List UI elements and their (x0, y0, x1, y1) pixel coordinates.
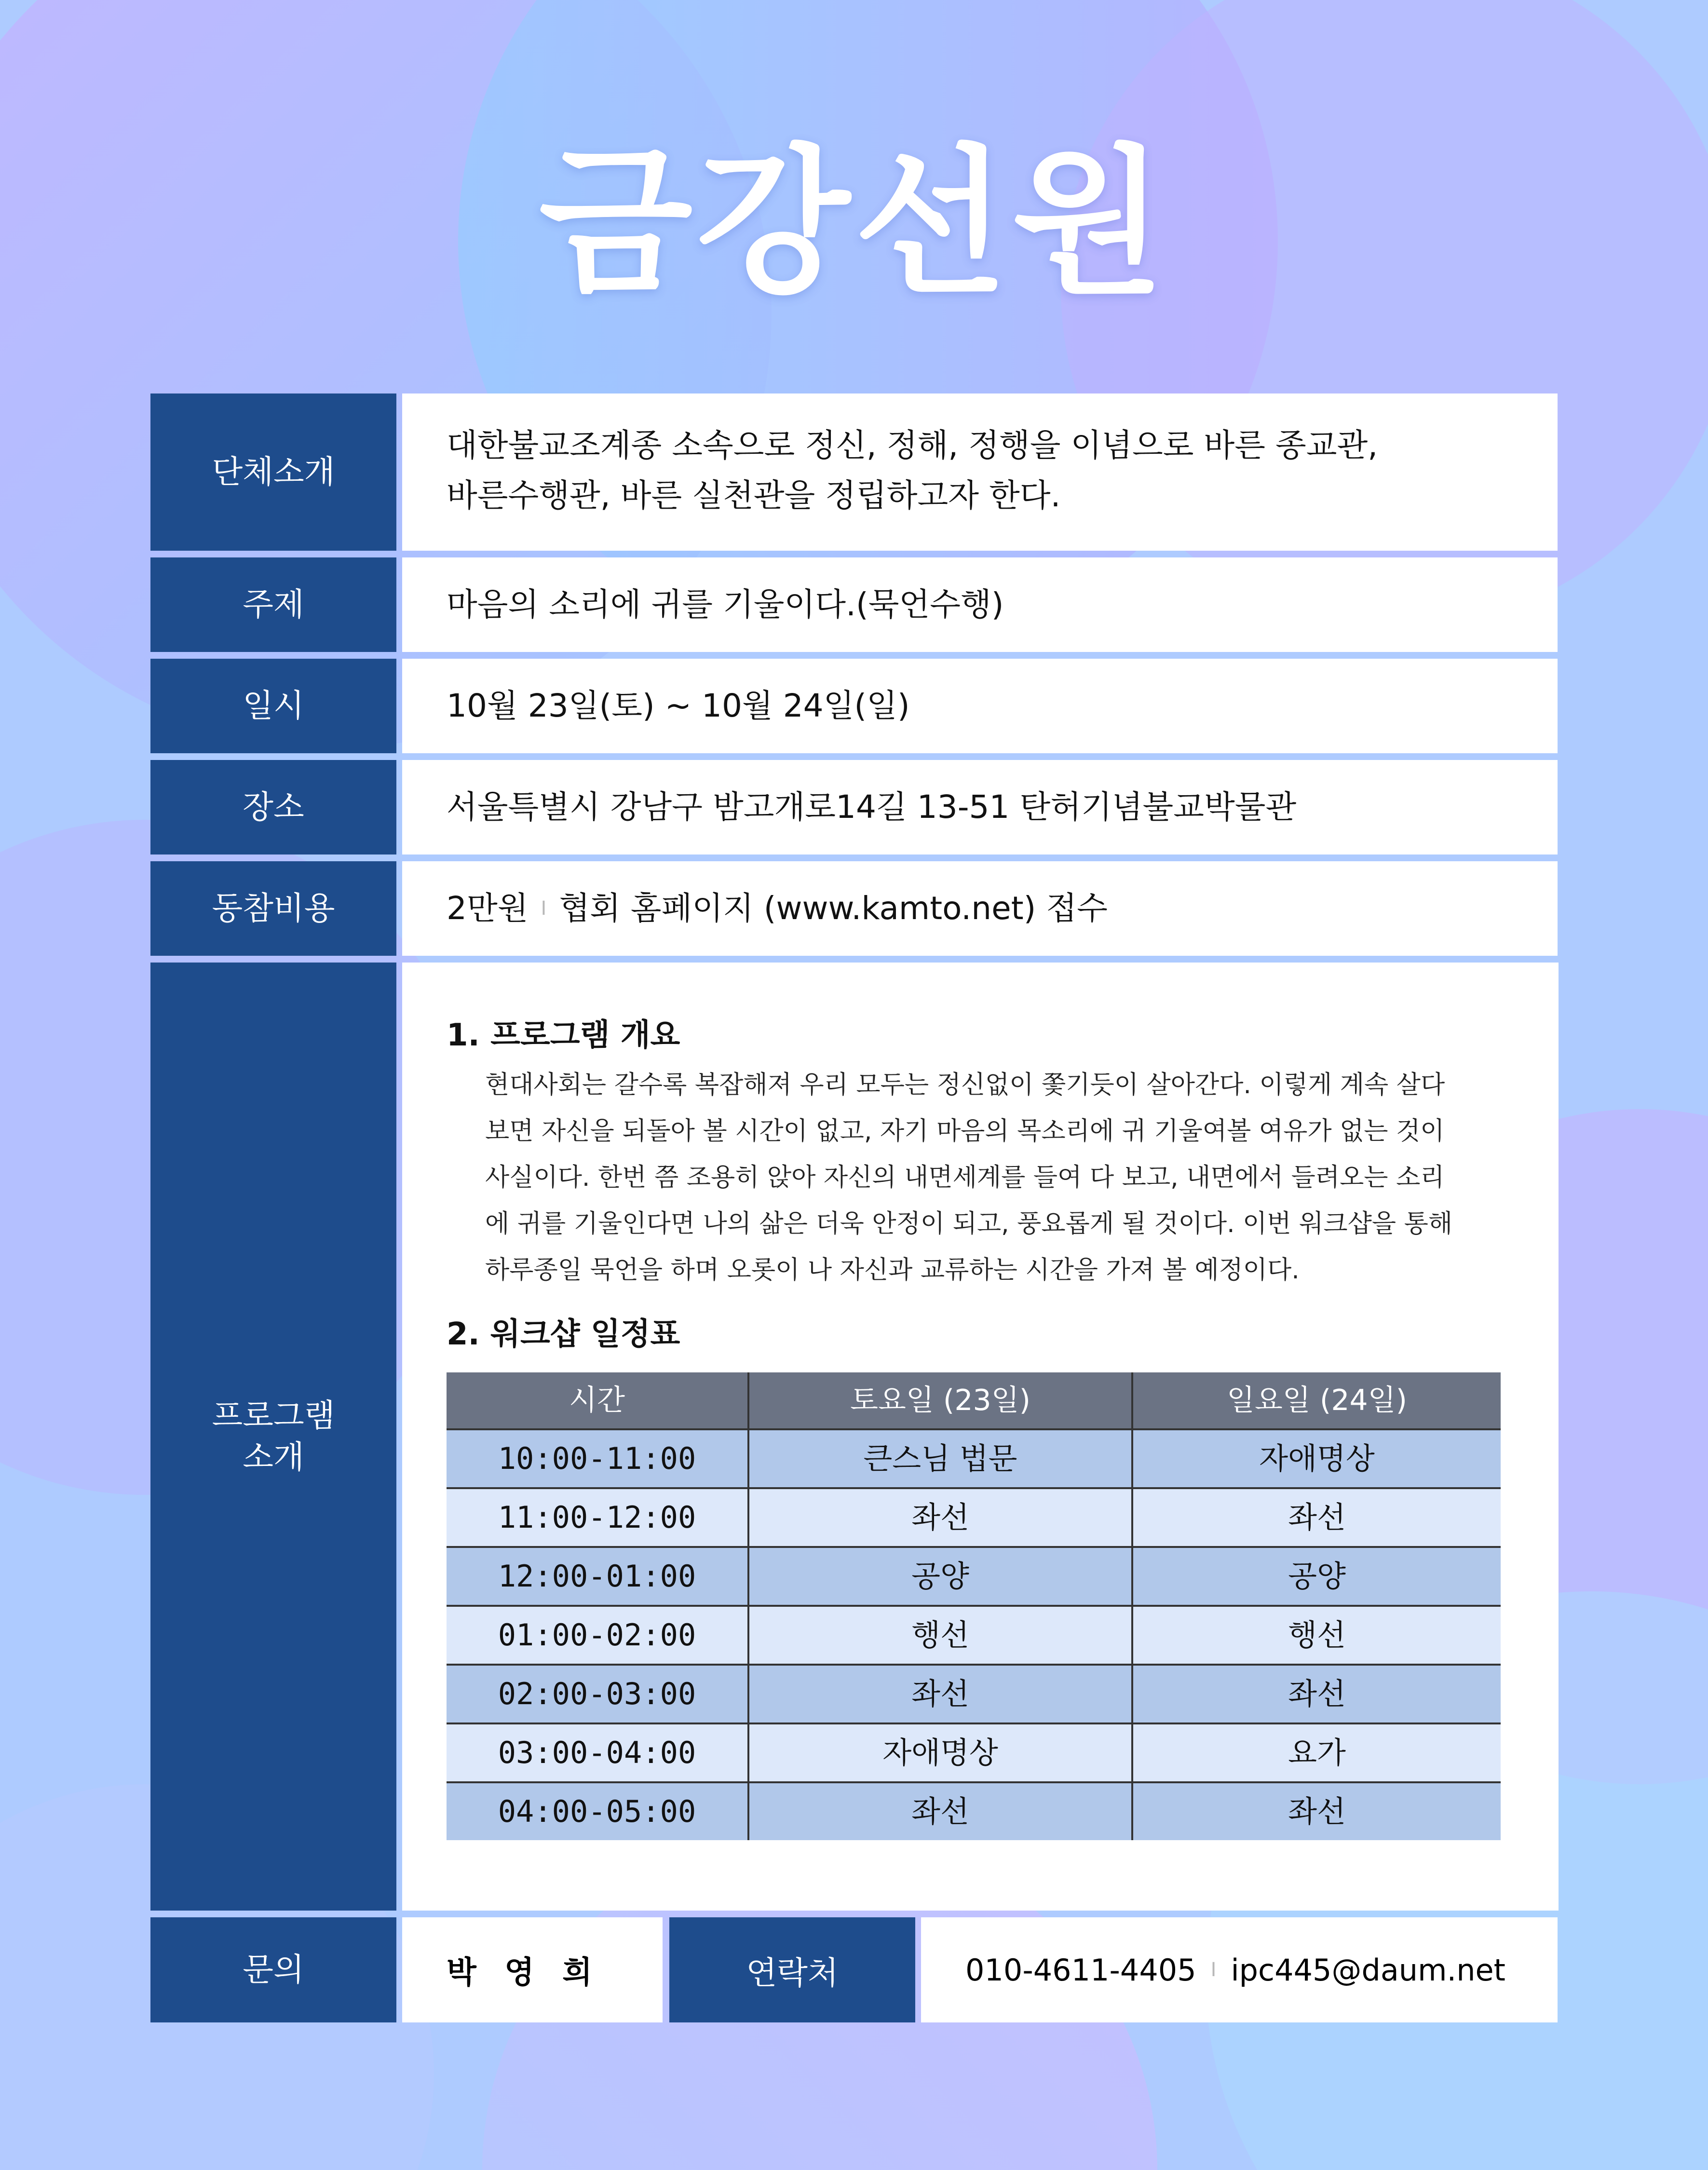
overview-line: 사실이다. 한번 쯤 조용히 앉아 자신의 내면세계를 들여 다 보고, 내면에서 들려오는 소리 (485, 1163, 1445, 1192)
column-header: 일요일 (24일) (1132, 1372, 1501, 1429)
overview-text (485, 1062, 1501, 1293)
label-program-line-2: 소개 (243, 1438, 304, 1476)
label-contact: 문의 (150, 1917, 396, 2022)
table-row (447, 1723, 1501, 1782)
value-fee (402, 861, 1558, 956)
table-row (447, 1429, 1501, 1488)
saturday-cell: 좌선 (748, 1665, 1132, 1723)
row-contact (150, 1917, 1558, 2022)
sunday-cell: 행선 (1132, 1606, 1501, 1665)
saturday-cell: 자애명상 (748, 1723, 1132, 1782)
time-cell: 10:00-11:00 (447, 1429, 748, 1488)
phone-number: 010-4611-4405 (965, 1952, 1196, 1988)
table-row (447, 1488, 1501, 1547)
table-row (447, 1547, 1501, 1606)
label-place: 장소 (150, 760, 396, 854)
intro-line-1: 대한불교조계종 소속으로 정신, 정해, 정행을 이념으로 바른 종교관, (447, 427, 1378, 464)
table-row (447, 1606, 1501, 1665)
info-sheet (150, 393, 1558, 2029)
value-place: 서울특별시 강남구 밤고개로14길 13-51 탄허기념불교박물관 (402, 760, 1558, 854)
value-date: 10월 23일(토) ~ 10월 24일(일) (402, 659, 1558, 753)
sunday-cell: 좌선 (1132, 1782, 1501, 1840)
row-program (150, 963, 1558, 1911)
time-cell: 12:00-01:00 (447, 1547, 748, 1606)
sunday-cell: 좌선 (1132, 1488, 1501, 1547)
label-program-line-1: 프로그램 (212, 1397, 335, 1434)
column-header: 토요일 (23일) (748, 1372, 1132, 1429)
intro-line-2: 바른수행관, 바른 실천관을 정립하고자 한다. (447, 477, 1061, 514)
fee-amount: 2만원 (447, 890, 529, 927)
column-header: 시간 (447, 1372, 748, 1429)
sunday-cell: 공양 (1132, 1547, 1501, 1606)
time-cell: 03:00-04:00 (447, 1723, 748, 1782)
saturday-cell: 큰스님 법문 (748, 1429, 1132, 1488)
sunday-cell: 좌선 (1132, 1665, 1501, 1723)
overview-heading: 1. 프로그램 개요 (447, 1017, 680, 1053)
row-theme (150, 557, 1558, 652)
time-cell: 04:00-05:00 (447, 1782, 748, 1840)
sunday-cell: 자애명상 (1132, 1429, 1501, 1488)
time-cell: 02:00-03:00 (447, 1665, 748, 1723)
schedule-header-row (447, 1372, 1501, 1429)
value-intro (402, 393, 1558, 551)
row-fee (150, 861, 1558, 956)
label-theme: 주제 (150, 557, 396, 652)
label-date: 일시 (150, 659, 396, 753)
row-intro (150, 393, 1558, 551)
schedule-table (447, 1372, 1501, 1840)
value-theme: 마음의 소리에 귀를 기울이다.(묵언수행) (402, 557, 1558, 652)
label-program (150, 963, 396, 1911)
sunday-cell: 요가 (1132, 1723, 1501, 1782)
email-address: ipc445@daum.net (1231, 1952, 1505, 1988)
value-program (402, 963, 1559, 1911)
page-title: 금강선원 (539, 128, 1169, 315)
time-cell: 11:00-12:00 (447, 1488, 748, 1547)
fee-separator: I (541, 897, 547, 920)
row-place (150, 760, 1558, 854)
contact-name: 박 영 희 (402, 1917, 663, 2022)
label-phone: 연락처 (669, 1917, 915, 2022)
label-fee: 동참비용 (150, 861, 396, 956)
schedule-heading: 2. 워크샵 일정표 (447, 1316, 680, 1352)
table-row (447, 1665, 1501, 1723)
saturday-cell: 행선 (748, 1606, 1132, 1665)
table-row (447, 1782, 1501, 1840)
contact-details (921, 1917, 1558, 2022)
overview-line: 에 귀를 기울인다면 나의 삶은 더욱 안정이 되고, 풍요롭게 될 것이다. 이번 워크샵을 통해 (485, 1209, 1453, 1238)
overview-line: 보면 자신을 되돌아 볼 시간이 없고, 자기 마음의 목소리에 귀 기울여볼 여유가 없는 것이 (485, 1117, 1445, 1146)
contact-separator: I (1210, 1959, 1217, 1981)
label-intro: 단체소개 (150, 393, 396, 551)
row-date (150, 659, 1558, 753)
overview-line: 현대사회는 갈수록 복잡해져 우리 모두는 정신없이 쫓기듯이 살아간다. 이렇게 계속 살다 (485, 1071, 1445, 1099)
time-cell: 01:00-02:00 (447, 1606, 748, 1665)
saturday-cell: 좌선 (748, 1782, 1132, 1840)
saturday-cell: 공양 (748, 1547, 1132, 1606)
fee-registration: 협회 홈페이지 (www.kamto.net) 접수 (559, 890, 1108, 927)
saturday-cell: 좌선 (748, 1488, 1132, 1547)
overview-line: 하루종일 묵언을 하며 오롯이 나 자신과 교류하는 시간을 가져 볼 예정이다. (485, 1256, 1300, 1285)
